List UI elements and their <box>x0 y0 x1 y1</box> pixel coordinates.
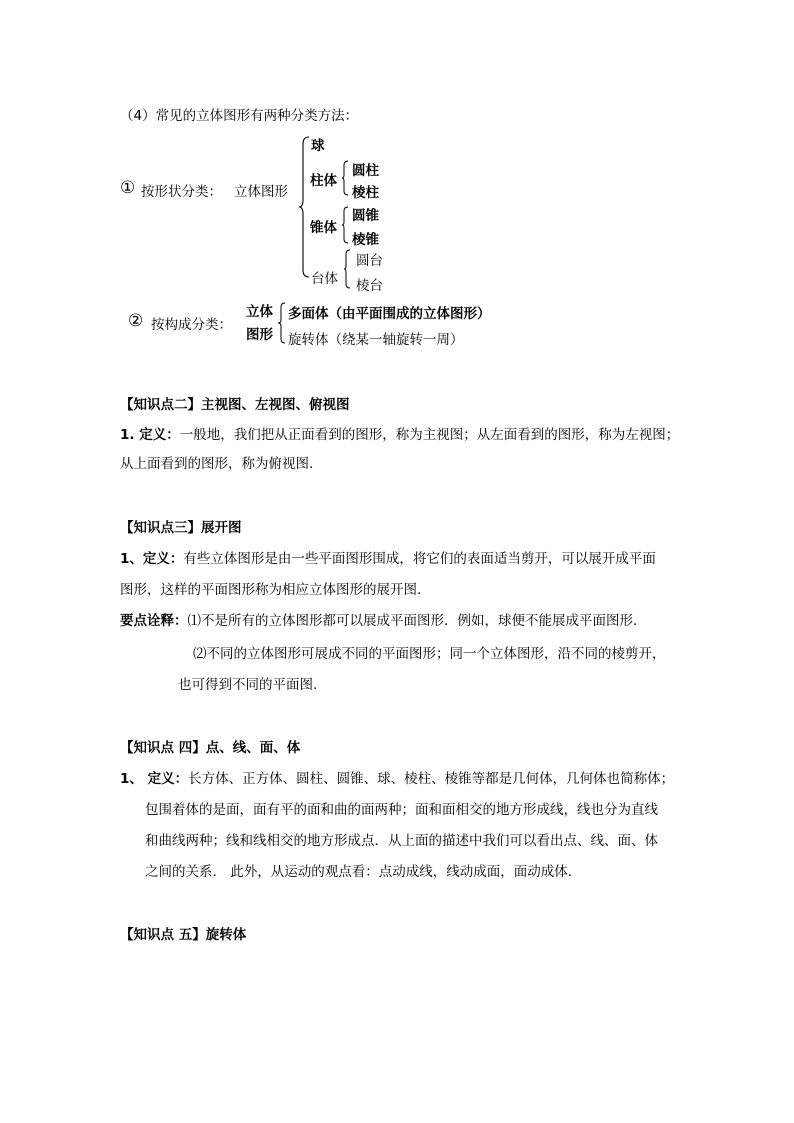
section5-heading: 【知识点 五】旋转体 <box>120 927 247 943</box>
frustum-cone-label: 圆台 <box>356 253 383 269</box>
cone-group-label: 锥体 <box>310 220 337 236</box>
pyramid-label: 棱锥 <box>352 232 379 248</box>
section3-heading: 【知识点三】展开图 <box>120 520 242 536</box>
comp-root-line2: 图形 <box>246 327 273 343</box>
section3-note3: 也可得到不同的平面图. <box>178 677 318 693</box>
cylinder-brace-icon <box>341 160 349 196</box>
cylinder-group-label: 柱体 <box>310 173 337 189</box>
marker-two: ② <box>128 311 144 331</box>
section4-line3: 和曲线两种；线和线相交的地方形成点．从上面的描述中我们可以看出点、线、面、体 <box>145 833 658 849</box>
polyhedron-label: 多面体（由平面围成的立体图形） <box>288 306 491 322</box>
section3-line2: 图形，这样的平面图形称为相应立体图形的展开图. <box>120 582 422 598</box>
section4-line2: 包围着体的是面，面有平的面和曲的面两种；面和面相交的地方形成线，线也分为直线 <box>145 802 658 818</box>
section3-note1 <box>120 611 647 631</box>
frustum-brace-icon <box>343 249 351 289</box>
shape-class-root: 立体图形 <box>234 184 288 200</box>
section3-note2: ⑵不同的立体图形可展成不同的平面图形；同一个立体图形，沿不同的棱剪开， <box>193 646 666 662</box>
big-brace-icon <box>298 136 310 278</box>
comp-root-line1: 立体 <box>246 304 273 320</box>
definition-label: 1、 定义： <box>120 771 189 787</box>
section4-line4: 之间的关系． 此外，从运动的观点看：点动成线，线动成面，面动成体． <box>145 864 582 880</box>
solid-of-revolution-label: 旋转体（绕某一轴旋转一周） <box>288 332 464 348</box>
comp-class-label: 按构成分类： <box>151 317 232 333</box>
section2-line2: 从上面看到的图形，称为俯视图. <box>120 456 314 472</box>
definition-text: 长方体、正方体、圆柱、圆锥、球、棱柱、棱锥等都是几何体，几何体也简称体； <box>188 771 675 787</box>
section2-line1 <box>120 425 679 445</box>
sphere-label: 球 <box>311 138 325 154</box>
definition-text: 有些立体图形是由一些平面图形围成，将它们的表面适当剪开，可以展开成平面 <box>183 551 656 567</box>
shape-class-label: 按形状分类： <box>141 184 222 200</box>
intro-text: （4）常见的立体图形有两种分类方法： <box>120 108 359 124</box>
section4-line1 <box>120 769 674 789</box>
frustum-group-label: 台体 <box>311 271 338 287</box>
composition-brace-icon <box>277 302 286 344</box>
definition-label: 1. 定义： <box>120 427 180 443</box>
cylinder-label: 圆柱 <box>352 163 379 179</box>
marker-one: ① <box>120 178 136 198</box>
frustum-pyramid-label: 棱台 <box>356 278 383 294</box>
section3-line1 <box>120 549 656 569</box>
definition-text: 一般地，我们把从正面看到的图形，称为主视图；从左面看到的图形，称为左视图； <box>179 427 680 443</box>
cone-label: 圆锥 <box>352 208 379 224</box>
note-text: ⑴不是所有的立体图形都可以展成平面图形．例如，球便不能展成平面图形． <box>187 613 647 629</box>
cone-brace-icon <box>341 206 349 244</box>
section4-heading: 【知识点 四】点、线、面、体 <box>120 740 301 756</box>
note-label: 要点诠释： <box>120 613 188 629</box>
section2-heading: 【知识点二】主视图、左视图、俯视图 <box>120 397 350 413</box>
definition-label: 1、定义： <box>120 551 184 567</box>
prism-label: 棱柱 <box>352 185 379 201</box>
